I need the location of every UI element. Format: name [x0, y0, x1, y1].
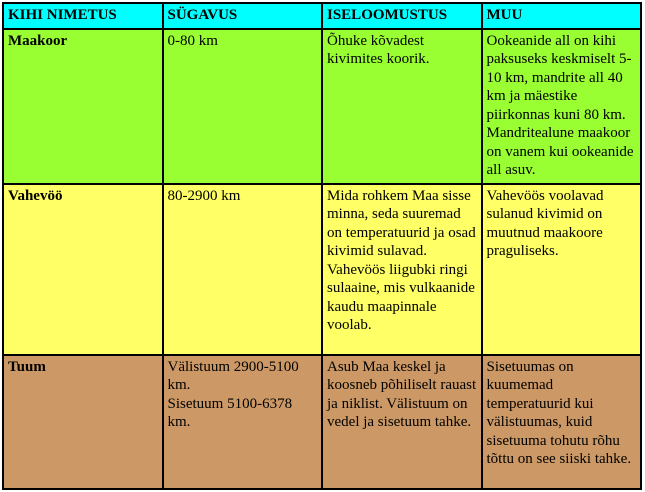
- layer-name: Maakoor: [3, 29, 163, 184]
- header-layer-name: KIHI NIMETUS: [3, 3, 163, 29]
- table-row-tuum: [3, 355, 641, 489]
- layer-depth: [163, 184, 323, 355]
- layer-name: Vahevöö: [3, 184, 163, 355]
- depth-line: 80-2900 km: [167, 187, 241, 204]
- layer-depth: [163, 29, 323, 184]
- depth-line: 0-80 km: [167, 32, 218, 49]
- table-row-maakoor: [3, 29, 641, 184]
- header-description: ISELOOMUSTUS: [322, 3, 482, 29]
- layer-other: Sisetuumas on kuumemad temperatuurid kui välistuumas, kuid sisetuuma tohutu rõhu tõttu on see siiski tahke.: [482, 355, 642, 489]
- layer-name: Tuum: [3, 355, 163, 489]
- header-other: MUU: [482, 3, 642, 29]
- table-row-vahevoo: [3, 184, 641, 355]
- earth-layers-table: [2, 2, 642, 490]
- layer-description: Mida rohkem Maa sisse minna, seda suuremad on temperatuurid ja osad kivimid sulavad. Vahevöös liigubki ringi sulaaine, mis vulkaanide kaudu maapinnale voolab.: [322, 184, 482, 355]
- layer-other: Ookeanide all on kihi paksuseks keskmiselt 5-10 km, mandrite all 40 km ja mäestike piirkonnas kuni 80 km. Mandritealune maakoor on vanem kui ookeanide all asuv.: [482, 29, 642, 184]
- depth-line: Välistuum 2900-5100 km.: [167, 358, 299, 393]
- layer-depth: [163, 355, 323, 489]
- header-depth: SÜGAVUS: [163, 3, 323, 29]
- layer-other: Vahevöös voolavad sulanud kivimid on muutnud maakoore praguliseks.: [482, 184, 642, 355]
- layer-description: Asub Maa keskel ja koosneb põhiliselt rauast ja niklist. Välistuum on vedel ja sisetuum tahke.: [322, 355, 482, 489]
- depth-line: Sisetuum 5100-6378 km.: [167, 395, 293, 430]
- header-row: [3, 3, 641, 29]
- layer-description: Õhuke kõvadest kivimites koorik.: [322, 29, 482, 184]
